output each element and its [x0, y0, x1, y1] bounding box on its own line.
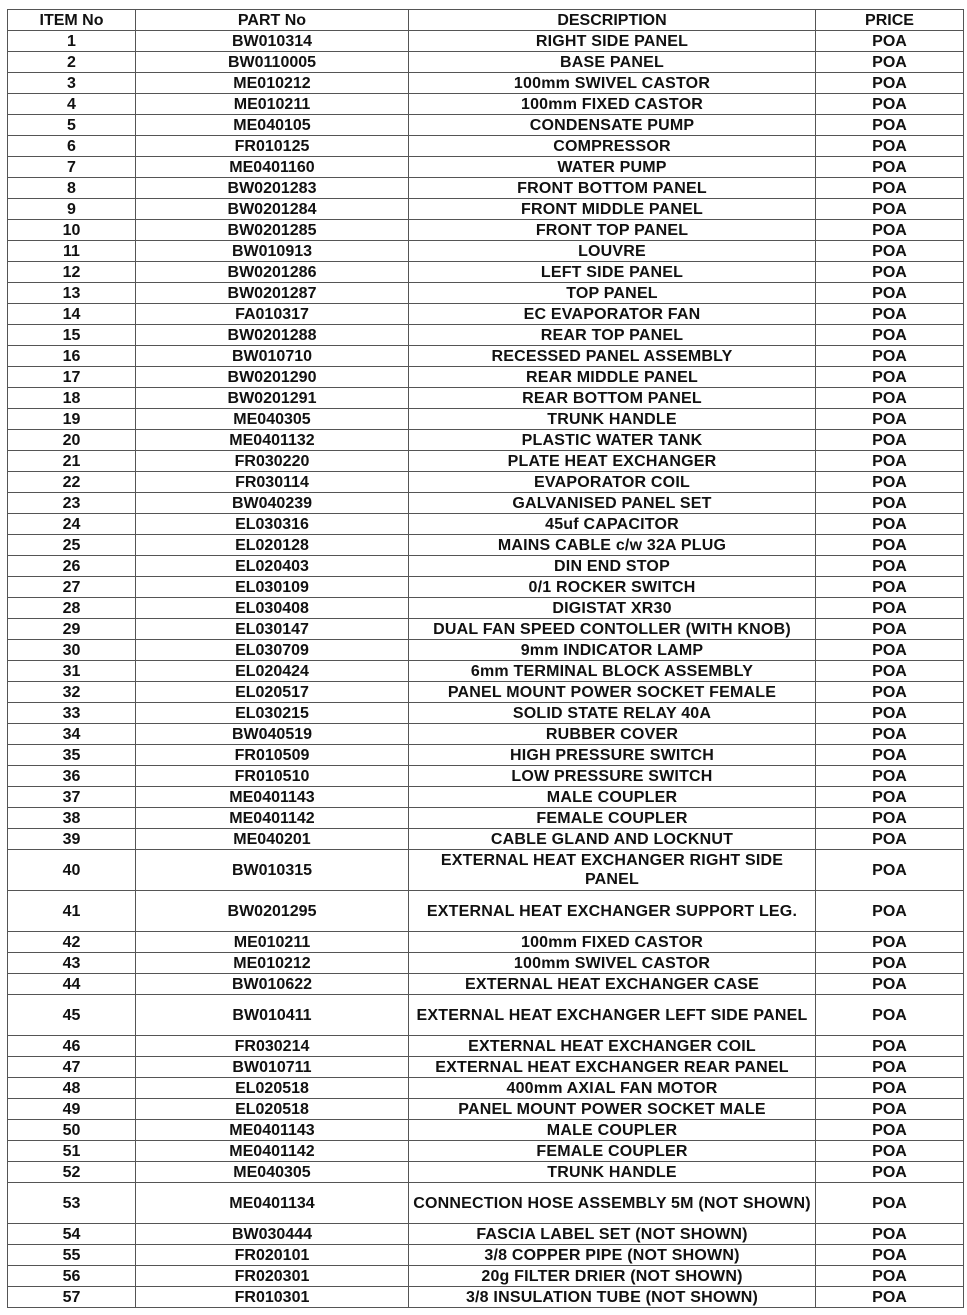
cell-price: POA	[816, 241, 964, 262]
cell-description: GALVANISED PANEL SET	[409, 493, 816, 514]
cell-item-no: 9	[8, 199, 136, 220]
cell-part-no: ME0401142	[136, 1141, 409, 1162]
cell-price: POA	[816, 1162, 964, 1183]
table-row	[8, 891, 964, 932]
cell-price: POA	[816, 283, 964, 304]
cell-part-no: BW0201295	[136, 891, 409, 932]
cell-description: REAR TOP PANEL	[409, 325, 816, 346]
cell-item-no: 35	[8, 745, 136, 766]
cell-price: POA	[816, 808, 964, 829]
cell-description: FEMALE COUPLER	[409, 808, 816, 829]
cell-item-no: 41	[8, 891, 136, 932]
table-row	[8, 640, 964, 661]
cell-price: POA	[816, 472, 964, 493]
table-row	[8, 1245, 964, 1266]
cell-item-no: 16	[8, 346, 136, 367]
cell-item-no: 56	[8, 1266, 136, 1287]
cell-part-no: FR020301	[136, 1266, 409, 1287]
table-row	[8, 178, 964, 199]
cell-description: DIGISTAT XR30	[409, 598, 816, 619]
cell-price: POA	[816, 367, 964, 388]
cell-part-no: BW010314	[136, 31, 409, 52]
cell-item-no: 24	[8, 514, 136, 535]
cell-price: POA	[816, 619, 964, 640]
table-row	[8, 577, 964, 598]
table-row	[8, 1266, 964, 1287]
cell-price: POA	[816, 94, 964, 115]
cell-item-no: 13	[8, 283, 136, 304]
cell-item-no: 37	[8, 787, 136, 808]
cell-price: POA	[816, 178, 964, 199]
header-description: DESCRIPTION	[409, 10, 816, 31]
cell-price: POA	[816, 157, 964, 178]
table-row	[8, 808, 964, 829]
table-row	[8, 932, 964, 953]
table-row	[8, 451, 964, 472]
cell-part-no: EL020518	[136, 1078, 409, 1099]
cell-price: POA	[816, 409, 964, 430]
cell-item-no: 4	[8, 94, 136, 115]
cell-part-no: BW030444	[136, 1224, 409, 1245]
table-row	[8, 556, 964, 577]
cell-part-no: EL020518	[136, 1099, 409, 1120]
table-row	[8, 157, 964, 178]
table-row	[8, 974, 964, 995]
cell-item-no: 7	[8, 157, 136, 178]
cell-part-no: ME010212	[136, 73, 409, 94]
cell-description: HIGH PRESSURE SWITCH	[409, 745, 816, 766]
cell-price: POA	[816, 199, 964, 220]
cell-description: MAINS CABLE c/w 32A PLUG	[409, 535, 816, 556]
cell-price: POA	[816, 514, 964, 535]
cell-price: POA	[816, 640, 964, 661]
cell-part-no: BW010913	[136, 241, 409, 262]
cell-part-no: FR010510	[136, 766, 409, 787]
cell-description: FRONT MIDDLE PANEL	[409, 199, 816, 220]
cell-item-no: 44	[8, 974, 136, 995]
cell-price: POA	[816, 1287, 964, 1308]
cell-description: WATER PUMP	[409, 157, 816, 178]
cell-description: LOW PRESSURE SWITCH	[409, 766, 816, 787]
cell-price: POA	[816, 31, 964, 52]
cell-part-no: BW0201286	[136, 262, 409, 283]
cell-part-no: EL020424	[136, 661, 409, 682]
cell-item-no: 17	[8, 367, 136, 388]
cell-price: POA	[816, 1078, 964, 1099]
cell-description: DUAL FAN SPEED CONTOLLER (WITH KNOB)	[409, 619, 816, 640]
cell-description: EXTERNAL HEAT EXCHANGER REAR PANEL	[409, 1057, 816, 1078]
table-row	[8, 995, 964, 1036]
cell-part-no: ME040201	[136, 829, 409, 850]
header-item-no: ITEM No	[8, 10, 136, 31]
cell-item-no: 27	[8, 577, 136, 598]
table-row	[8, 52, 964, 73]
cell-part-no: EL020517	[136, 682, 409, 703]
table-row	[8, 115, 964, 136]
cell-price: POA	[816, 451, 964, 472]
cell-description: EXTERNAL HEAT EXCHANGER SUPPORT LEG.	[409, 891, 816, 932]
cell-description: 100mm FIXED CASTOR	[409, 94, 816, 115]
table-row	[8, 304, 964, 325]
cell-description: 20g FILTER DRIER (NOT SHOWN)	[409, 1266, 816, 1287]
cell-price: POA	[816, 1036, 964, 1057]
cell-description: MALE COUPLER	[409, 787, 816, 808]
cell-price: POA	[816, 724, 964, 745]
cell-price: POA	[816, 1266, 964, 1287]
cell-description: 100mm FIXED CASTOR	[409, 932, 816, 953]
table-row	[8, 703, 964, 724]
cell-price: POA	[816, 325, 964, 346]
cell-part-no: FR030220	[136, 451, 409, 472]
cell-item-no: 50	[8, 1120, 136, 1141]
cell-item-no: 57	[8, 1287, 136, 1308]
table-row	[8, 1099, 964, 1120]
table-row	[8, 493, 964, 514]
cell-item-no: 19	[8, 409, 136, 430]
cell-part-no: FR030114	[136, 472, 409, 493]
cell-description: TOP PANEL	[409, 283, 816, 304]
cell-part-no: FA010317	[136, 304, 409, 325]
cell-item-no: 11	[8, 241, 136, 262]
cell-price: POA	[816, 995, 964, 1036]
cell-price: POA	[816, 136, 964, 157]
table-row	[8, 953, 964, 974]
cell-item-no: 38	[8, 808, 136, 829]
cell-part-no: FR030214	[136, 1036, 409, 1057]
cell-part-no: BW010411	[136, 995, 409, 1036]
cell-item-no: 1	[8, 31, 136, 52]
cell-description: 6mm TERMINAL BLOCK ASSEMBLY	[409, 661, 816, 682]
cell-item-no: 10	[8, 220, 136, 241]
cell-part-no: EL030215	[136, 703, 409, 724]
cell-description: SOLID STATE RELAY 40A	[409, 703, 816, 724]
cell-description: CABLE GLAND AND LOCKNUT	[409, 829, 816, 850]
cell-part-no: BW0201285	[136, 220, 409, 241]
cell-item-no: 52	[8, 1162, 136, 1183]
table-row	[8, 241, 964, 262]
table-row	[8, 535, 964, 556]
table-row	[8, 346, 964, 367]
cell-item-no: 14	[8, 304, 136, 325]
table-row	[8, 283, 964, 304]
cell-part-no: BW0201288	[136, 325, 409, 346]
cell-description: RIGHT SIDE PANEL	[409, 31, 816, 52]
cell-item-no: 40	[8, 850, 136, 891]
cell-item-no: 34	[8, 724, 136, 745]
table-row	[8, 136, 964, 157]
cell-part-no: BW010710	[136, 346, 409, 367]
cell-item-no: 2	[8, 52, 136, 73]
cell-price: POA	[816, 220, 964, 241]
cell-description: 100mm SWIVEL CASTOR	[409, 73, 816, 94]
cell-item-no: 45	[8, 995, 136, 1036]
cell-price: POA	[816, 974, 964, 995]
cell-item-no: 3	[8, 73, 136, 94]
cell-description: EXTERNAL HEAT EXCHANGER COIL	[409, 1036, 816, 1057]
cell-part-no: EL030147	[136, 619, 409, 640]
cell-part-no: ME010211	[136, 94, 409, 115]
table-row	[8, 682, 964, 703]
cell-description: FASCIA LABEL SET (NOT SHOWN)	[409, 1224, 816, 1245]
cell-description: 100mm SWIVEL CASTOR	[409, 953, 816, 974]
cell-item-no: 22	[8, 472, 136, 493]
cell-item-no: 49	[8, 1099, 136, 1120]
table-row	[8, 388, 964, 409]
cell-description: EXTERNAL HEAT EXCHANGER LEFT SIDE PANEL	[409, 995, 816, 1036]
cell-part-no: BW0110005	[136, 52, 409, 73]
cell-part-no: EL030408	[136, 598, 409, 619]
cell-part-no: ME010212	[136, 953, 409, 974]
cell-price: POA	[816, 745, 964, 766]
cell-price: POA	[816, 1057, 964, 1078]
cell-part-no: FR010301	[136, 1287, 409, 1308]
header-price: PRICE	[816, 10, 964, 31]
cell-price: POA	[816, 891, 964, 932]
cell-item-no: 28	[8, 598, 136, 619]
cell-part-no: EL020128	[136, 535, 409, 556]
table-row	[8, 850, 964, 891]
cell-part-no: BW040519	[136, 724, 409, 745]
cell-part-no: ME040105	[136, 115, 409, 136]
cell-price: POA	[816, 52, 964, 73]
table-row	[8, 787, 964, 808]
cell-price: POA	[816, 1224, 964, 1245]
cell-item-no: 36	[8, 766, 136, 787]
table-row	[8, 472, 964, 493]
table-row	[8, 1120, 964, 1141]
cell-price: POA	[816, 787, 964, 808]
table-row	[8, 31, 964, 52]
cell-item-no: 18	[8, 388, 136, 409]
cell-price: POA	[816, 661, 964, 682]
cell-item-no: 25	[8, 535, 136, 556]
cell-item-no: 43	[8, 953, 136, 974]
cell-item-no: 46	[8, 1036, 136, 1057]
cell-part-no: ME0401160	[136, 157, 409, 178]
cell-price: POA	[816, 115, 964, 136]
cell-part-no: BW010315	[136, 850, 409, 891]
cell-description: EXTERNAL HEAT EXCHANGER RIGHT SIDE PANEL	[409, 850, 816, 891]
cell-price: POA	[816, 766, 964, 787]
cell-part-no: ME040305	[136, 409, 409, 430]
cell-price: POA	[816, 598, 964, 619]
cell-price: POA	[816, 953, 964, 974]
table-row	[8, 1141, 964, 1162]
cell-item-no: 55	[8, 1245, 136, 1266]
cell-description: LOUVRE	[409, 241, 816, 262]
cell-description: PANEL MOUNT POWER SOCKET MALE	[409, 1099, 816, 1120]
cell-description: BASE PANEL	[409, 52, 816, 73]
cell-part-no: EL030316	[136, 514, 409, 535]
table-row	[8, 262, 964, 283]
cell-item-no: 48	[8, 1078, 136, 1099]
table-row	[8, 1287, 964, 1308]
cell-description: REAR BOTTOM PANEL	[409, 388, 816, 409]
cell-description: CONNECTION HOSE ASSEMBLY 5M (NOT SHOWN)	[409, 1183, 816, 1224]
cell-price: POA	[816, 388, 964, 409]
cell-price: POA	[816, 1183, 964, 1224]
cell-description: FRONT BOTTOM PANEL	[409, 178, 816, 199]
cell-description: 3/8 COPPER PIPE (NOT SHOWN)	[409, 1245, 816, 1266]
cell-description: PLATE HEAT EXCHANGER	[409, 451, 816, 472]
cell-part-no: EL030709	[136, 640, 409, 661]
cell-description: CONDENSATE PUMP	[409, 115, 816, 136]
cell-part-no: ME040305	[136, 1162, 409, 1183]
cell-item-no: 53	[8, 1183, 136, 1224]
cell-description: PLASTIC WATER TANK	[409, 430, 816, 451]
cell-description: FRONT TOP PANEL	[409, 220, 816, 241]
cell-part-no: ME0401132	[136, 430, 409, 451]
cell-price: POA	[816, 430, 964, 451]
cell-part-no: FR010125	[136, 136, 409, 157]
cell-price: POA	[816, 850, 964, 891]
cell-item-no: 30	[8, 640, 136, 661]
cell-price: POA	[816, 493, 964, 514]
cell-part-no: BW0201284	[136, 199, 409, 220]
table-row	[8, 325, 964, 346]
cell-description: REAR MIDDLE PANEL	[409, 367, 816, 388]
header-part-no: PART No	[136, 10, 409, 31]
cell-item-no: 15	[8, 325, 136, 346]
cell-item-no: 39	[8, 829, 136, 850]
table-header-row	[8, 10, 964, 31]
table-row	[8, 1078, 964, 1099]
cell-price: POA	[816, 577, 964, 598]
cell-price: POA	[816, 932, 964, 953]
cell-item-no: 21	[8, 451, 136, 472]
cell-description: 9mm INDICATOR LAMP	[409, 640, 816, 661]
table-row	[8, 73, 964, 94]
cell-part-no: BW0201290	[136, 367, 409, 388]
table-row	[8, 619, 964, 640]
cell-description: 0/1 ROCKER SWITCH	[409, 577, 816, 598]
table-row	[8, 1036, 964, 1057]
cell-price: POA	[816, 1245, 964, 1266]
cell-item-no: 29	[8, 619, 136, 640]
cell-part-no: BW040239	[136, 493, 409, 514]
table-row	[8, 724, 964, 745]
cell-item-no: 8	[8, 178, 136, 199]
cell-description: EC EVAPORATOR FAN	[409, 304, 816, 325]
table-row	[8, 829, 964, 850]
cell-part-no: BW010711	[136, 1057, 409, 1078]
cell-item-no: 31	[8, 661, 136, 682]
cell-item-no: 5	[8, 115, 136, 136]
table-row	[8, 94, 964, 115]
table-row	[8, 1057, 964, 1078]
cell-part-no: EL030109	[136, 577, 409, 598]
cell-price: POA	[816, 73, 964, 94]
cell-part-no: EL020403	[136, 556, 409, 577]
cell-item-no: 51	[8, 1141, 136, 1162]
cell-description: MALE COUPLER	[409, 1120, 816, 1141]
cell-price: POA	[816, 556, 964, 577]
cell-description: EVAPORATOR COIL	[409, 472, 816, 493]
cell-item-no: 23	[8, 493, 136, 514]
cell-price: POA	[816, 304, 964, 325]
table-row	[8, 430, 964, 451]
cell-item-no: 6	[8, 136, 136, 157]
cell-part-no: FR020101	[136, 1245, 409, 1266]
cell-part-no: BW010622	[136, 974, 409, 995]
table-row	[8, 598, 964, 619]
cell-part-no: ME0401143	[136, 787, 409, 808]
table-body	[8, 31, 964, 1308]
cell-description: PANEL MOUNT POWER SOCKET FEMALE	[409, 682, 816, 703]
cell-description: FEMALE COUPLER	[409, 1141, 816, 1162]
cell-description: RUBBER COVER	[409, 724, 816, 745]
cell-price: POA	[816, 1099, 964, 1120]
cell-price: POA	[816, 1141, 964, 1162]
cell-description: 400mm AXIAL FAN MOTOR	[409, 1078, 816, 1099]
table-row	[8, 1183, 964, 1224]
table-row	[8, 1224, 964, 1245]
table-row	[8, 1162, 964, 1183]
cell-part-no: BW0201291	[136, 388, 409, 409]
cell-description: 3/8 INSULATION TUBE (NOT SHOWN)	[409, 1287, 816, 1308]
table-row	[8, 661, 964, 682]
cell-price: POA	[816, 682, 964, 703]
cell-item-no: 20	[8, 430, 136, 451]
cell-price: POA	[816, 1120, 964, 1141]
table-row	[8, 745, 964, 766]
cell-price: POA	[816, 703, 964, 724]
table-row	[8, 766, 964, 787]
cell-price: POA	[816, 262, 964, 283]
table-row	[8, 409, 964, 430]
cell-description: 45uf CAPACITOR	[409, 514, 816, 535]
cell-description: TRUNK HANDLE	[409, 1162, 816, 1183]
table-row	[8, 220, 964, 241]
cell-item-no: 42	[8, 932, 136, 953]
cell-part-no: ME0401134	[136, 1183, 409, 1224]
table-row	[8, 199, 964, 220]
cell-description: RECESSED PANEL ASSEMBLY	[409, 346, 816, 367]
cell-part-no: BW0201283	[136, 178, 409, 199]
cell-item-no: 33	[8, 703, 136, 724]
cell-price: POA	[816, 829, 964, 850]
cell-part-no: FR010509	[136, 745, 409, 766]
cell-description: DIN END STOP	[409, 556, 816, 577]
cell-part-no: ME0401142	[136, 808, 409, 829]
table-row	[8, 514, 964, 535]
cell-description: TRUNK HANDLE	[409, 409, 816, 430]
cell-part-no: BW0201287	[136, 283, 409, 304]
cell-description: EXTERNAL HEAT EXCHANGER CASE	[409, 974, 816, 995]
parts-price-table	[7, 9, 964, 1308]
cell-item-no: 47	[8, 1057, 136, 1078]
table-row	[8, 367, 964, 388]
cell-part-no: ME0401143	[136, 1120, 409, 1141]
cell-item-no: 12	[8, 262, 136, 283]
cell-description: LEFT SIDE PANEL	[409, 262, 816, 283]
cell-item-no: 26	[8, 556, 136, 577]
cell-description: COMPRESSOR	[409, 136, 816, 157]
cell-price: POA	[816, 535, 964, 556]
cell-item-no: 32	[8, 682, 136, 703]
cell-part-no: ME010211	[136, 932, 409, 953]
cell-price: POA	[816, 346, 964, 367]
cell-item-no: 54	[8, 1224, 136, 1245]
